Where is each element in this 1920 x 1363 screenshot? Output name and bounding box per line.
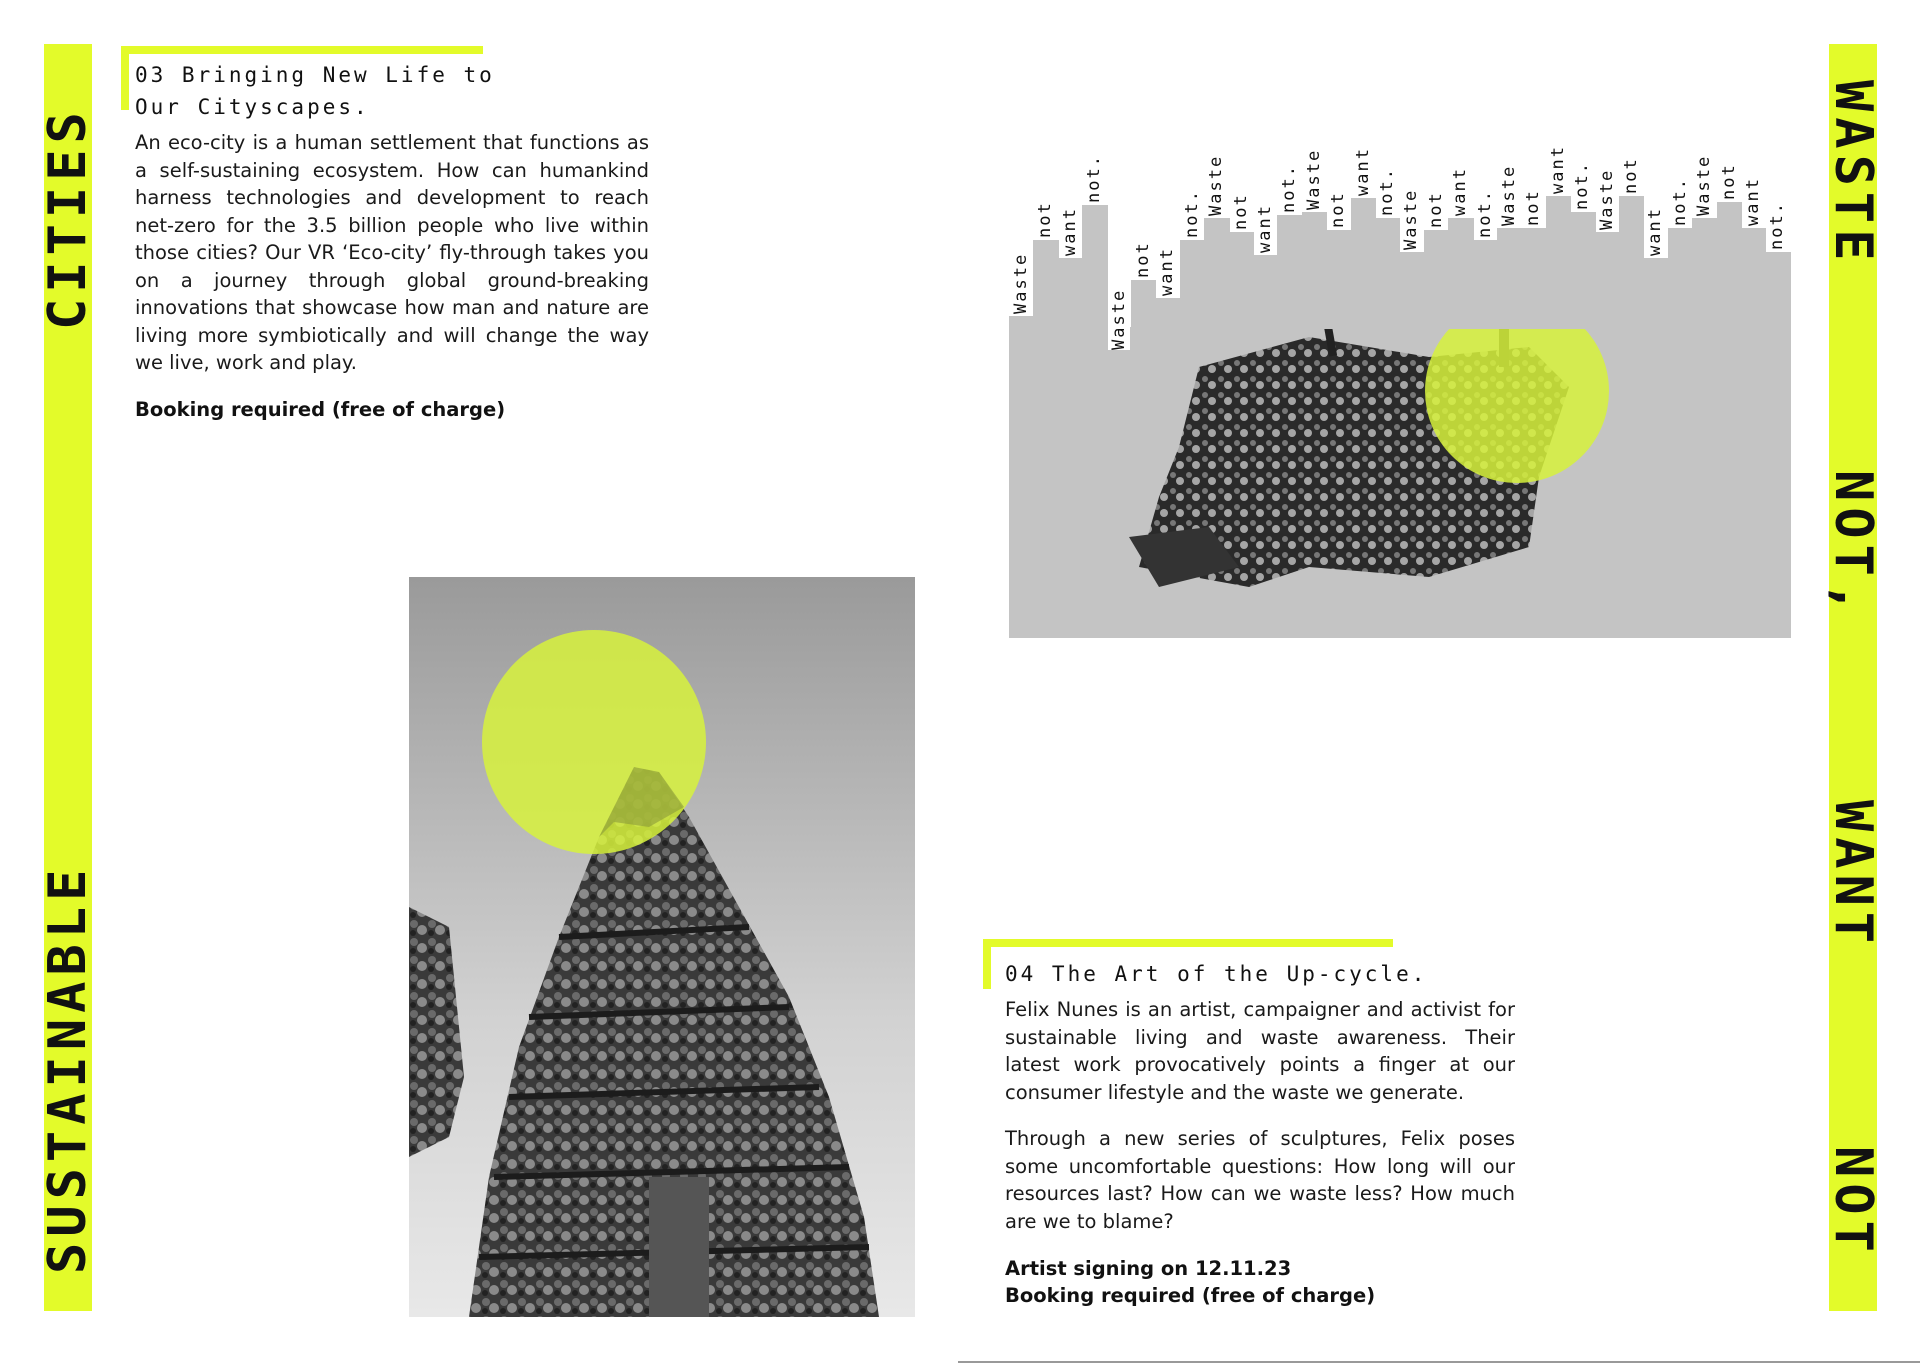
skyline-column [1619, 196, 1644, 329]
skyline-column [1473, 240, 1498, 329]
skyline-word: want [1059, 207, 1080, 256]
skyline-column [1668, 228, 1693, 329]
skyline-column [1180, 240, 1205, 329]
skyline-column [1155, 298, 1180, 329]
section3-title-line2: Our Cityscapes. [135, 95, 370, 119]
skyline-column [1253, 255, 1278, 329]
skyline-column [1521, 228, 1546, 329]
skyline-column [1058, 258, 1083, 329]
skyline-column [1351, 198, 1376, 329]
skyline-word: not [1230, 193, 1251, 230]
section4-para2: Through a new series of sculptures, Felix poses some uncomfortable questions: How long will our resources last? How can we waste less? How much are we to blame? [1005, 1127, 1515, 1233]
vertical-forest-illustration [409, 577, 915, 1317]
skyline-word: Waste [1596, 168, 1617, 230]
skyline-column [1595, 232, 1620, 329]
skyline-word: not [1621, 157, 1641, 194]
skyline-column [1765, 252, 1790, 329]
skyline-column [1009, 316, 1034, 329]
banner-word-sustainable: SUSTAINABLE [38, 863, 98, 1274]
skyline-word: Waste [1011, 252, 1031, 314]
skyline-column [1302, 212, 1327, 329]
skyline-word: not. [1572, 161, 1593, 210]
skyline-word: want [1645, 207, 1666, 256]
skyline-column [1448, 218, 1473, 329]
skyline-column [1082, 205, 1107, 329]
skyline-column [1546, 196, 1571, 329]
skyline-word: not [1328, 191, 1349, 228]
skyline-column [1741, 228, 1766, 329]
skyline-column [1131, 280, 1156, 329]
section4-signing-note: Artist signing on 12.11.23 [1005, 1257, 1292, 1280]
skyline-word: not [1035, 201, 1056, 238]
skyline-column [1375, 218, 1400, 329]
skyline-word: want [1547, 145, 1568, 194]
banner-word-waste: WASTE [1823, 80, 1883, 267]
banner-word-not1: NOT, [1823, 470, 1883, 620]
skyline-column [1033, 240, 1058, 329]
skyline-word: not. [1084, 154, 1105, 203]
skyline-column [1424, 230, 1449, 329]
skyline-column [1326, 230, 1351, 329]
skyline-word: not [1523, 189, 1544, 226]
skyline-word: not [1425, 191, 1446, 228]
section4-para1: Felix Nunes is an artist, campaigner and activist for sustainable living and waste awareness. Their latest work provocatively points a finger at our consumer lifestyle and the waste we generate. [1005, 998, 1515, 1104]
skyline-word: not. [1474, 189, 1495, 238]
skyline-word: not [1133, 241, 1153, 278]
skyline-word: not. [1181, 189, 1202, 238]
banner-word-want: WANT [1823, 800, 1883, 950]
skyline-column [1204, 218, 1229, 329]
skyline-word: Waste [1303, 148, 1324, 210]
skyline-word: want [1450, 167, 1471, 216]
skyline-column [1717, 202, 1742, 329]
section4-tick [983, 939, 991, 989]
sculpture-panel [1009, 327, 1791, 638]
section4-title: 04 The Art of the Up-cycle. [1005, 962, 1428, 986]
section3-tick [121, 46, 129, 110]
skyline-word: not. [1279, 164, 1300, 213]
section3-body: An eco-city is a human settlement that functions as a self-sustaining ecosystem. How can humankind harness technologies and development to reach net-zero for the 3.5 billion people who live within those cities? Our VR ‘Eco-city’ fly-through takes you on a journey through global ground-breaking innovations that showcase how man and nature are living more symbiotically and will change the way we live, work and play. [135, 131, 649, 374]
banner-word-not2: NOT [1823, 1146, 1883, 1258]
section3-title-line1: 03 Bringing New Life to [135, 63, 495, 87]
skyline-word: Waste [1694, 154, 1715, 216]
skyline-word: want [1255, 204, 1275, 253]
sculpture-illustration [1009, 327, 1791, 638]
skyline-word: not. [1669, 177, 1690, 226]
section4-rule [983, 939, 1393, 947]
skyline-column [1570, 212, 1595, 329]
skyline-column [1643, 258, 1668, 329]
skyline-word: want [1157, 247, 1178, 296]
skyline-word: Waste [1206, 154, 1227, 216]
vertical-forest-photo [409, 577, 915, 1317]
skyline-column [1692, 218, 1717, 329]
skyline-word: Waste [1108, 288, 1129, 350]
skyline-word: Waste [1401, 188, 1422, 250]
skyline-word: Waste [1499, 164, 1519, 226]
skyline-word: not. [1377, 167, 1397, 216]
section3-booking-note: Booking required (free of charge) [135, 398, 506, 421]
skyline-column [1229, 232, 1254, 329]
skyline-column [1277, 215, 1302, 329]
section4-booking-note: Booking required (free of charge) [1005, 1284, 1376, 1307]
skyline-column [1399, 252, 1424, 329]
skyline-word: want [1352, 147, 1373, 196]
section3-rule [121, 46, 483, 54]
banner-word-cities: CITIES [38, 106, 98, 330]
skyline-word: want [1743, 177, 1763, 226]
skyline-word: not [1718, 163, 1739, 200]
skyline-word: not. [1767, 201, 1788, 250]
skyline-column [1497, 228, 1522, 329]
